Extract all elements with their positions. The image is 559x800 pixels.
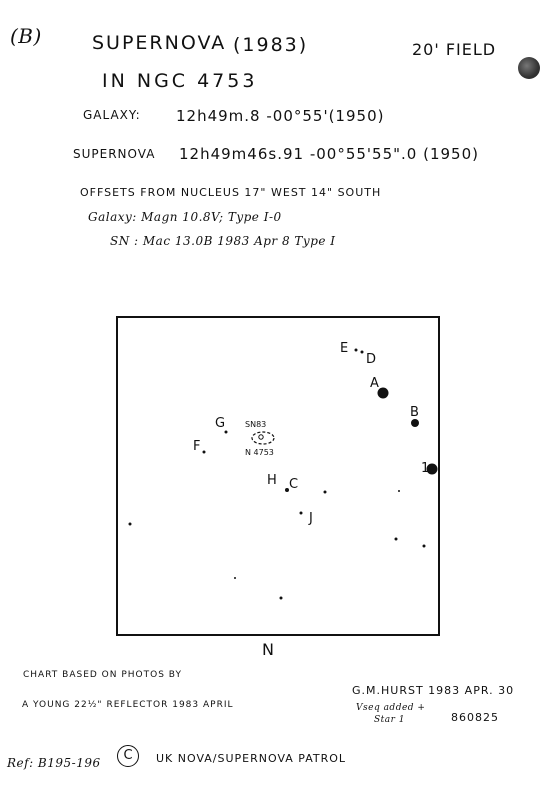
panel-letter: (B)	[10, 24, 42, 48]
star-c	[324, 491, 327, 494]
star-faint	[234, 577, 236, 579]
host-galaxy: IN NGC 4753	[102, 70, 258, 92]
star-e1	[355, 349, 358, 352]
observer: G.M.HURST 1983 APR. 30	[352, 684, 515, 697]
photographer: A YOUNG 22½" REFLECTOR 1983 APRIL	[22, 700, 234, 710]
star-faint	[395, 538, 398, 541]
punch-hole	[518, 57, 540, 79]
star-e2	[361, 351, 364, 354]
title-year: (1983)	[233, 34, 309, 56]
supernova-coord-label: SUPERNOVA	[73, 147, 156, 161]
star-j	[300, 512, 303, 515]
chart-source-label: CHART BASED ON PHOTOS BY	[23, 670, 182, 680]
reference: Ref: B195-196	[7, 756, 101, 770]
field-size: 20' FIELD	[412, 40, 497, 59]
label-j: J	[309, 511, 313, 526]
finder-chart	[116, 316, 440, 636]
label-g: G	[215, 416, 226, 431]
star-faint	[398, 490, 400, 492]
note-line-2: Star 1	[374, 715, 406, 725]
label-d: D	[366, 352, 377, 367]
star-faint	[280, 597, 283, 600]
nucleus-offsets: OFFSETS FROM NUCLEUS 17" WEST 14" SOUTH	[80, 186, 382, 199]
copyright-symbol: C	[117, 745, 139, 767]
star-faint	[129, 523, 132, 526]
star-b	[411, 419, 419, 427]
note-line-1: Vseq added +	[356, 703, 426, 713]
star-a	[378, 388, 389, 399]
galaxy-coord-label: GALAXY:	[83, 108, 141, 122]
page-title: SUPERNOVA	[92, 32, 227, 54]
label-h: H	[267, 473, 277, 488]
label-e: E	[340, 341, 349, 356]
label-supernova: SN83	[245, 420, 267, 429]
supernova-info: SN : Mac 13.0B 1983 Apr 8 Type I	[110, 234, 336, 248]
label-c: C	[289, 477, 299, 492]
north-marker: N	[262, 640, 275, 659]
label-a: A	[370, 376, 379, 391]
label-f: F	[193, 439, 201, 454]
star-faint	[423, 545, 426, 548]
label-ngc: N 4753	[245, 448, 274, 457]
label-b: B	[410, 405, 419, 420]
star-f	[203, 451, 206, 454]
galaxy-coord-value: 12h49m.8 -00°55'(1950)	[176, 107, 385, 125]
chart-number: 860825	[451, 711, 499, 724]
patrol-name: UK NOVA/SUPERNOVA PATROL	[156, 752, 347, 765]
label-1: 1	[421, 461, 430, 476]
galaxy-info: Galaxy: Magn 10.8V; Type I-0	[88, 210, 282, 224]
supernova-coord-value: 12h49m46s.91 -00°55'55".0 (1950)	[179, 145, 479, 163]
galaxy-symbol	[250, 428, 278, 448]
